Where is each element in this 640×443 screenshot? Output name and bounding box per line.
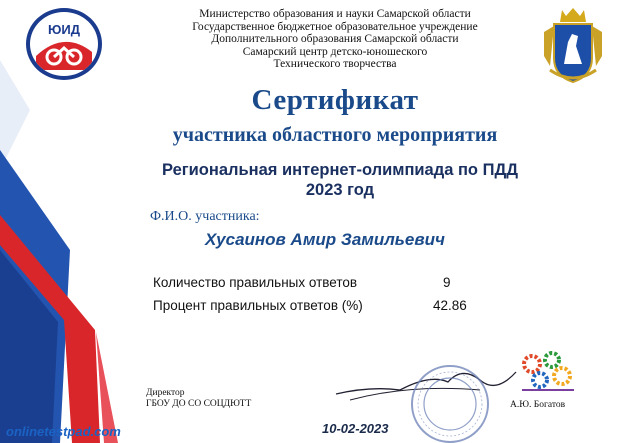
org-line: Дополнительного образования Самарской области (211, 33, 459, 45)
result-label: Количество правильных ответов (153, 275, 358, 290)
stamp-icon (400, 352, 500, 443)
result-value: 42.86 (433, 298, 467, 313)
director-organization: ГБОУ ДО СО СОЦДЮТТ (146, 399, 252, 409)
gears-logo-icon (518, 350, 578, 392)
coat-of-arms-icon (540, 6, 606, 86)
org-line: Министерство образования и науки Самарской области (199, 8, 471, 20)
org-line: Государственное бюджетное образовательное учреждение (192, 20, 478, 33)
director-block (146, 388, 251, 410)
logo-text: ЮИД (47, 22, 80, 37)
event-name (120, 160, 560, 200)
org-line: Технического творчества (273, 58, 397, 70)
issue-date: 10-02-2023 (322, 421, 389, 436)
fio-label: Ф.И.О. участника: (150, 209, 260, 224)
director-title: Директор (146, 388, 185, 398)
certificate-subtitle: участника областного мероприятия (172, 124, 498, 146)
result-label: Процент правильных ответов (%) (153, 298, 363, 313)
event-title: Региональная интернет-олимпиада по ПДД (162, 161, 518, 179)
organization-header (170, 8, 500, 71)
yuid-logo-icon (26, 8, 102, 80)
result-row-correct-percent (153, 298, 473, 313)
result-value: 9 (443, 275, 451, 290)
participant-name: Хусаинов Амир Замильевич (205, 230, 445, 249)
certificate-title: Сертификат (251, 84, 419, 116)
org-line: Самарский центр детско-юношеского (242, 45, 428, 58)
signer-name: А.Ю. Богатов (510, 400, 566, 410)
event-year: 2023 год (305, 181, 375, 199)
website-link[interactable]: onlinetestpad.com (6, 424, 121, 439)
result-row-correct-count (153, 275, 473, 290)
